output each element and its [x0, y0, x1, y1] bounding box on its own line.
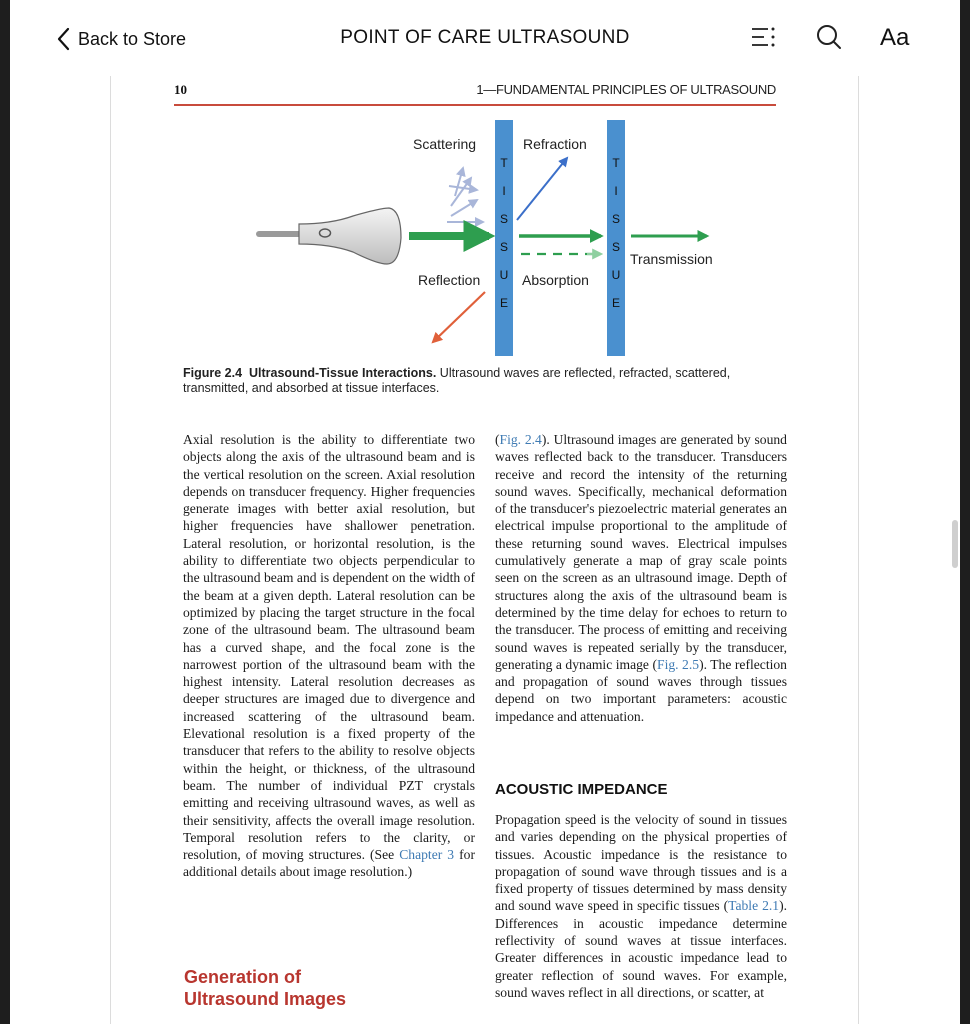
right-column-text [495, 431, 787, 725]
right-body-1: ). Ultrasound images are generated by sound waves reflected back to the transducer. Transducers receive and record the intensity of the returning sound waves. Specifically, mechanical deformation of the transducer's piezoelectric material generates an electrical impulse proportional to the amplitude of these returning sound waves. Electrical impulses cumulatively generate a map of gray scale points seen on the screen as an ultrasound image. Depth of structures along the axis of the ultrasound beam is determined by the time delay for echoes to return to the transducer. The process of emitting and receiving sound waves is repeated serially by the transducer, generating a dynamic image ( [495, 432, 787, 672]
search-icon[interactable] [814, 22, 844, 52]
tissue-letter: I [614, 184, 618, 198]
page-number: 10 [174, 82, 187, 97]
scattering-arrows [447, 168, 483, 222]
tissue-letter: T [500, 156, 508, 170]
chapter-heading: 1—FUNDAMENTAL PRINCIPLES OF ULTRASOUND [476, 82, 776, 97]
reader-view [10, 0, 960, 1024]
fig-2-5-link[interactable]: Fig. 2.5 [657, 656, 700, 672]
label-reflection: Reflection [418, 272, 481, 288]
right-body-2: ). The reflection and propagation of sound waves through tissues depend on two important parameters: acoustic impedance and attenuation. [495, 656, 787, 724]
tissue-letter: U [611, 268, 621, 282]
tissue-letter: S [499, 240, 508, 254]
left-column-text [183, 431, 475, 881]
left-body-tail: for additional details about image resolution.) [183, 847, 476, 880]
chapter-3-link[interactable]: Chapter 3 [399, 847, 455, 863]
label-transmission: Transmission [630, 251, 713, 267]
tissue-letter: S [611, 240, 620, 254]
caption-label: Figure 2.4 [183, 366, 243, 380]
font-settings-button[interactable]: Aa [880, 24, 910, 51]
label-absorption: Absorption [522, 272, 589, 288]
transducer-icon [259, 208, 401, 264]
reflection-arrow [433, 292, 485, 342]
caption-text: Ultrasound waves are reflected, refracted, scattered, transmitted, and absorbed at tissue interfaces. [183, 366, 731, 395]
figure-caption [183, 366, 773, 396]
figure-2-4 [241, 112, 721, 362]
tissue-letter: S [611, 212, 620, 226]
table-of-contents-icon[interactable] [748, 22, 778, 52]
tissue-letter: T [612, 156, 620, 170]
book-page [111, 76, 858, 1024]
scrollbar-thumb[interactable] [952, 520, 958, 568]
right-body-4: ). Differences in acoustic impedance determine reflectivity of sound waves at tissue interfaces. Greater differences in acoustic impedance lead to greater reflection of sound waves. For example, sound waves reflect in all directions, or scatter, at [495, 898, 787, 1000]
tissue-letter: U [499, 268, 509, 282]
tissue-letter: E [499, 296, 508, 310]
top-toolbar [10, 0, 960, 76]
back-to-store-label: Back to Store [78, 28, 187, 49]
running-header [174, 82, 776, 106]
label-scattering: Scattering [413, 136, 477, 152]
book-title: POINT OF CARE ULTRASOUND [340, 27, 630, 48]
tissue-letter: E [611, 296, 620, 310]
left-body: Axial resolution is the ability to differentiate two objects along the axis of the ultrasound beam and is the vertical resolution on the screen. Axial resolution depends on transducer frequency. Higher frequencies generate images with better axial resolution, but higher frequencies have shallower penetration. Lateral resolution, or horizontal resolution, is the ability to differentiate two objects perpendicular to the ultrasound beam and is dependent on the width of the beam at a given depth. Lateral resolution can be optimized by placing the target structure in the focal zone of the ultrasound beam. The ultrasound beam has a curved shape, and the focal zone is the narrowest portion of the ultrasound beam with the highest intensity. Lateral resolution decreases as deeper structures are imaged due to divergence and increased scattering of the ultrasound beam. Elevational resolution is a fixed property of the transducer that refers to the ability to resolve objects within the height, or thickness, of the ultrasound beam. The number of individual PZT crystals emitting and receiving ultrasound waves, as well as their sensitivity, affects the overall image resolution. Temporal resolution refers to the clarity, or resolution, of moving structures. (See [183, 432, 475, 863]
label-refraction: Refraction [523, 136, 587, 152]
acoustic-impedance-text [495, 811, 787, 1001]
acoustic-impedance-heading: ACOUSTIC IMPEDANCE [495, 781, 668, 798]
refraction-arrow [517, 158, 567, 220]
page-edge-right [858, 76, 859, 1024]
tissue-letter: I [502, 184, 506, 198]
caption-title: Ultrasound-Tissue Interactions. [249, 366, 437, 380]
paren: ( [495, 432, 500, 447]
table-2-1-link[interactable]: Table 2.1 [728, 898, 780, 914]
tissue-letter: S [499, 212, 508, 226]
right-body-3: Propagation speed is the velocity of sound in tissues and varies depending on the physical properties of tissues. Acoustic impedance is the resistance to propagation of sound wave through tissues and is a fixed property of tissues determined by mass density and sound wave speed in specific tissues ( [495, 812, 787, 914]
figure-diagram [241, 112, 721, 362]
generation-heading: Generation of Ultrasound Images [184, 967, 347, 1009]
fig-2-4-link[interactable]: Fig. 2.4 [499, 432, 542, 447]
